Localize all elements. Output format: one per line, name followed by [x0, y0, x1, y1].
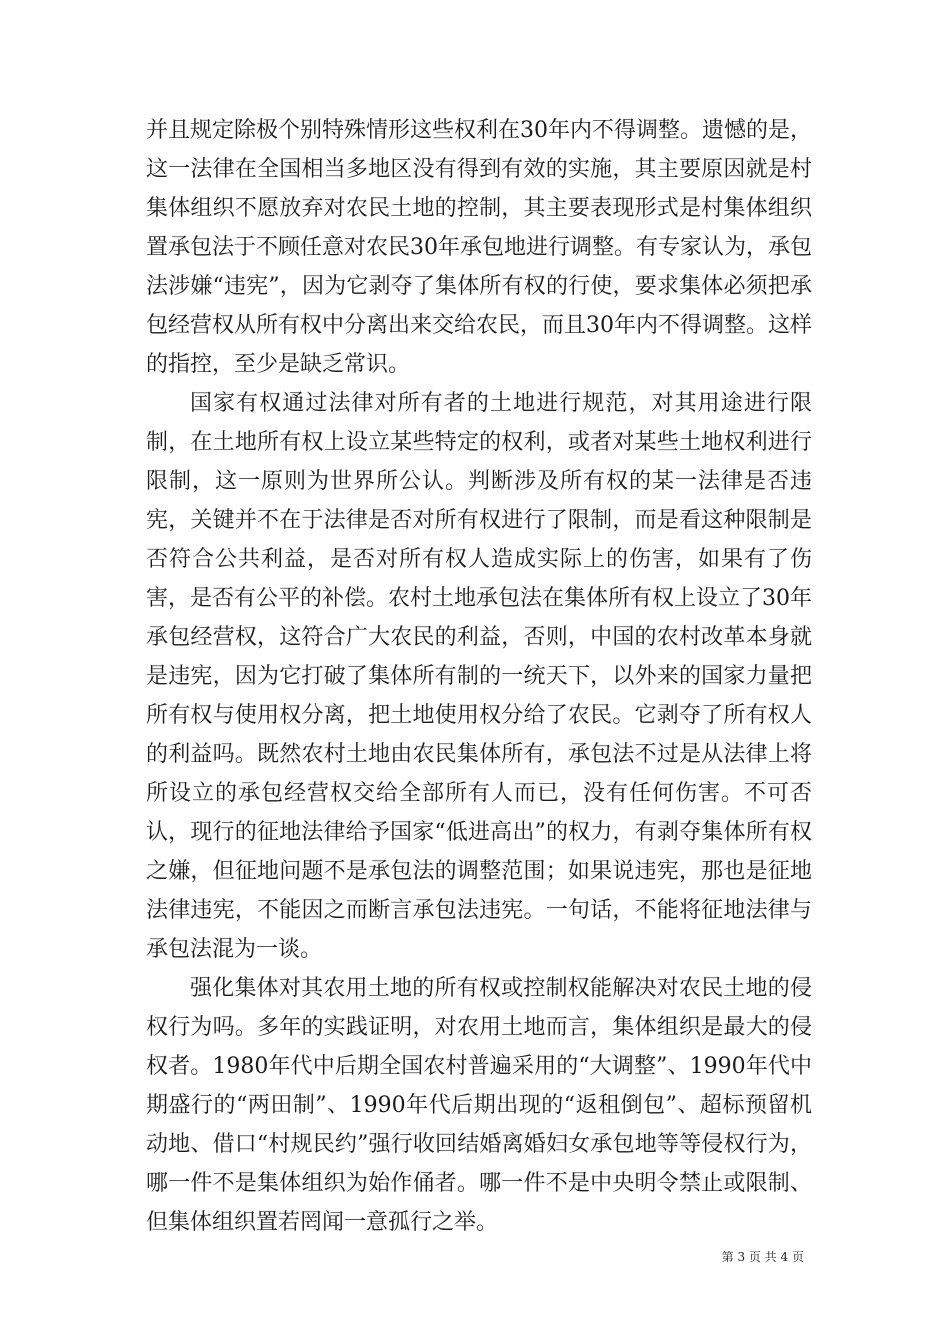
paragraph-2: 国家有权通过法律对所有者的土地进行规范，对其用途进行限制，在土地所有权上设立某些特定的权利，或者对某些土地权利进行限制，这一原则为世界所公认。判断涉及所有权的某一法律是否违宪，关键并不在于法律是否对所有权进行了限制，而是看这种限制是否符合公共利益，是否对所有权人造成实际上的伤害，如果有了伤害，是否有公平的补偿。农村土地承包法在集体所有权上设立了30年承包经营权，这符合广大农民的利益，否则，中国的农村改革本身就是违宪，因为它打破了集体所有制的一统天下，以外来的国家力量把所有权与使用权分离，把土地使用权分给了农民。它剥夺了所有权人的利益吗。既然农村土地由农民集体所有，承包法不过是从法律上将所设立的承包经营权交给全部所有人而已，没有任何伤害。不可否认，现行的征地法律给予国家“低进高出”的权力，有剥夺集体所有权之嫌，但征地问题不是承包法的调整范围；如果说违宪，那也是征地法律违宪，不能因之而断言承包法违宪。一句话，不能将征地法律与承包法混为一谈。 [146, 391, 812, 962]
page-number-footer: 第 3 页 共 4 页 [721, 1250, 804, 1264]
document-body [146, 111, 812, 1242]
paragraph-3: 强化集体对其农用土地的所有权或控制权能解决对农民土地的侵权行为吗。多年的实践证明，对农用土地而言，集体组织是最大的侵权者。1980年代中后期全国农村普遍采用的“大调整”、1990年代中期盛行的“两田制”、1990年代后期出现的“返租倒包”、超标预留机动地、借口“村规民约”强行收回结婚离婚妇女承包地等等侵权行为，哪一件不是集体组织为始作俑者。哪一件不是中央明令禁止或限制、但集体组织置若罔闻一意孤行之举。 [146, 976, 812, 1235]
paragraph-1: 并且规定除极个别特殊情形这些权利在30年内不得调整。遗憾的是，这一法律在全国相当多地区没有得到有效的实施，其主要原因就是村集体组织不愿放弃对农民土地的控制，其主要表现形式是村集体组织置承包法于不顾任意对农民30年承包地进行调整。有专家认为，承包法涉嫌“违宪”，因为它剥夺了集体所有权的行使，要求集体必须把承包经营权从所有权中分离出来交给农民，而且30年内不得调整。这样的指控，至少是缺乏常识。 [146, 118, 812, 377]
